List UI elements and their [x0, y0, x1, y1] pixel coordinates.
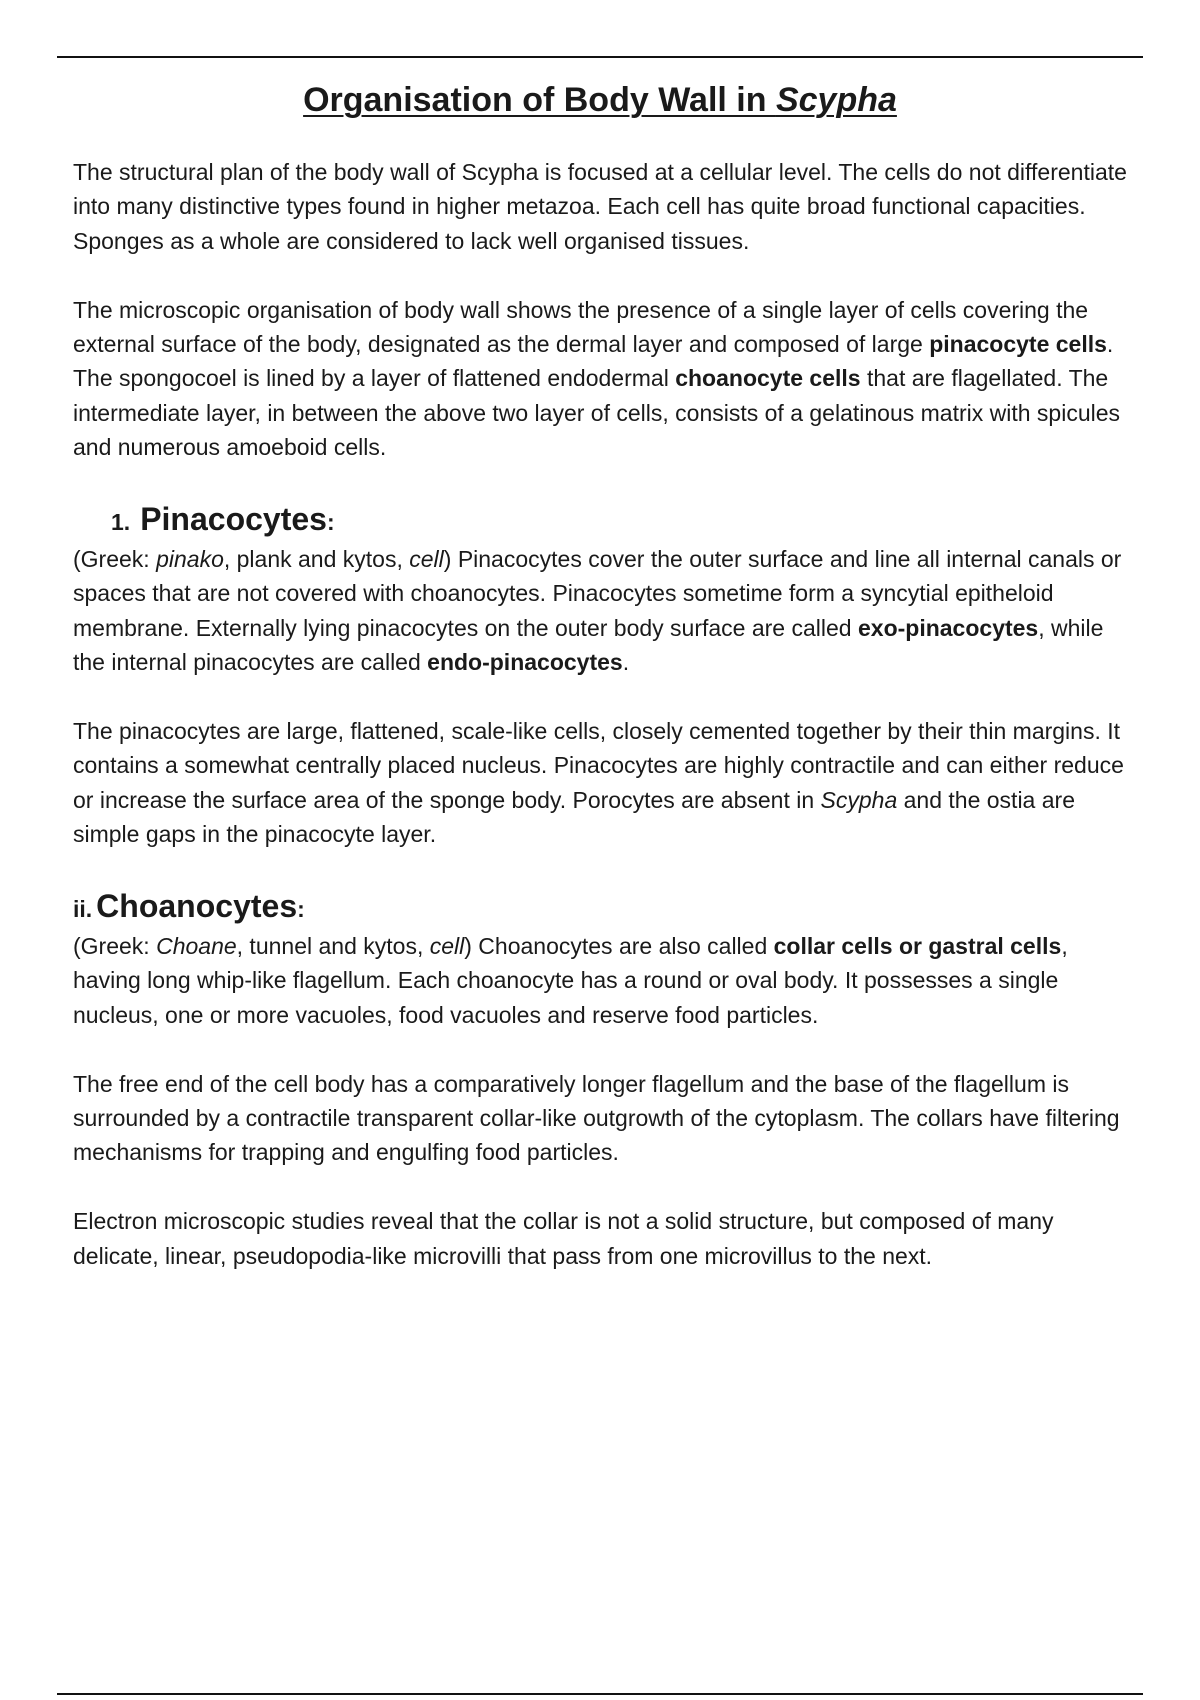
text-run: (Greek: [73, 546, 157, 573]
text-run: , tunnel and kytos, [236, 933, 430, 960]
pinacocytes-paragraph-1 [73, 542, 1133, 680]
document-body [73, 155, 1133, 1307]
bold-term-endo-pinacocytes: endo-pinacocytes [427, 649, 623, 676]
text-run: , while the internal pinacocytes are called [73, 614, 1104, 676]
section-title: Pinacocytes [140, 501, 327, 538]
bold-term-choanocyte-cells: choanocyte cells [675, 365, 861, 392]
bottom-rule [57, 1693, 1143, 1695]
intro-paragraph-1: The structural plan of the body wall of Scypha is focused at a cellular level. The cells do not differentiate into many distinctive types found in higher metazoa. Each cell has quite broad functional capacities. Sponges as a whole are considered to lack well organised tissues. [73, 159, 1127, 254]
italic-term: Choane [156, 933, 237, 960]
section-number: 1. [111, 509, 131, 536]
text-run: ) Pinacocytes cover the outer surface and line all internal canals or spaces that are not covered with choanocytes. Pinacocytes sometime form a syncytial epitheloid membrane. Externally lying pinacocytes on the outer body surface are called [73, 546, 1122, 641]
heading-colon: : [326, 509, 335, 536]
text-run: The pinacocytes are large, flattened, scale-like cells, closely cemented together by their thin margins. It contains a somewhat centrally placed nucleus. Pinacocytes are highly contractile and can either reduce or increase the surface area of the sponge body. Porocytes are absent in [73, 718, 1124, 813]
bold-term-exo-pinacocytes: exo-pinacocytes [857, 614, 1039, 641]
choanocytes-paragraph-3: Electron microscopic studies reveal that the collar is not a solid structure, but composed of many delicate, linear, pseudopodia-like microvilli that pass from one microvillus to the next. [73, 1208, 1054, 1269]
title-genus: Scypha [775, 81, 897, 119]
page-title [0, 78, 1200, 122]
text-run: and the ostia are simple gaps in the pinacocyte layer. [73, 786, 1075, 848]
choanocytes-paragraph-1 [73, 929, 1133, 1032]
top-rule [57, 56, 1143, 58]
text-run: , having long whip-like flagellum. Each choanocyte has a round or oval body. It possesses a single nucleus, one or more vacuoles, food vacuoles and reserve food particles. [73, 933, 1068, 1028]
section-title: Choanocytes [96, 888, 298, 925]
text-run: that are flagellated. The intermediate layer, in between the above two layer of cells, consists of a gelatinous matrix with spicules and numerous amoeboid cells. [73, 365, 1121, 461]
choanocytes-paragraph-2: The free end of the cell body has a comparatively longer flagellum and the base of the flagellum is surrounded by a contractile transparent collar-like outgrowth of the cytoplasm. The collars have filtering mechanisms for trapping and engulfing food particles. [73, 1070, 1120, 1166]
italic-term: Scypha [820, 786, 898, 813]
bold-term-pinacocyte-cells: pinacocyte cells [929, 331, 1107, 358]
section-number: ii. [73, 896, 93, 923]
text-run: , plank and kytos, [223, 546, 410, 573]
title-prefix: Organisation of Body Wall in [303, 81, 776, 119]
text-run: . [622, 649, 630, 676]
section-heading-pinacocytes [73, 499, 1133, 542]
section-heading-choanocytes [73, 886, 1133, 929]
heading-colon: : [297, 896, 305, 923]
bold-term-collar-cells: collar cells or gastral cells [773, 933, 1062, 960]
italic-term: pinako [156, 546, 224, 573]
intro-paragraph-2 [73, 293, 1133, 465]
pinacocytes-paragraph-2 [73, 714, 1133, 852]
text-run: . The spongocoel is lined by a layer of flattened endodermal [73, 331, 1114, 392]
text-run: ) Choanocytes are also called [464, 933, 774, 960]
italic-term: cell [409, 546, 444, 573]
italic-term: cell [429, 933, 465, 960]
text-run: The microscopic organisation of body wall shows the presence of a single layer of cells covering the external surface of the body, designated as the dermal layer and composed of large [73, 296, 1089, 358]
text-run: (Greek: [73, 933, 157, 960]
